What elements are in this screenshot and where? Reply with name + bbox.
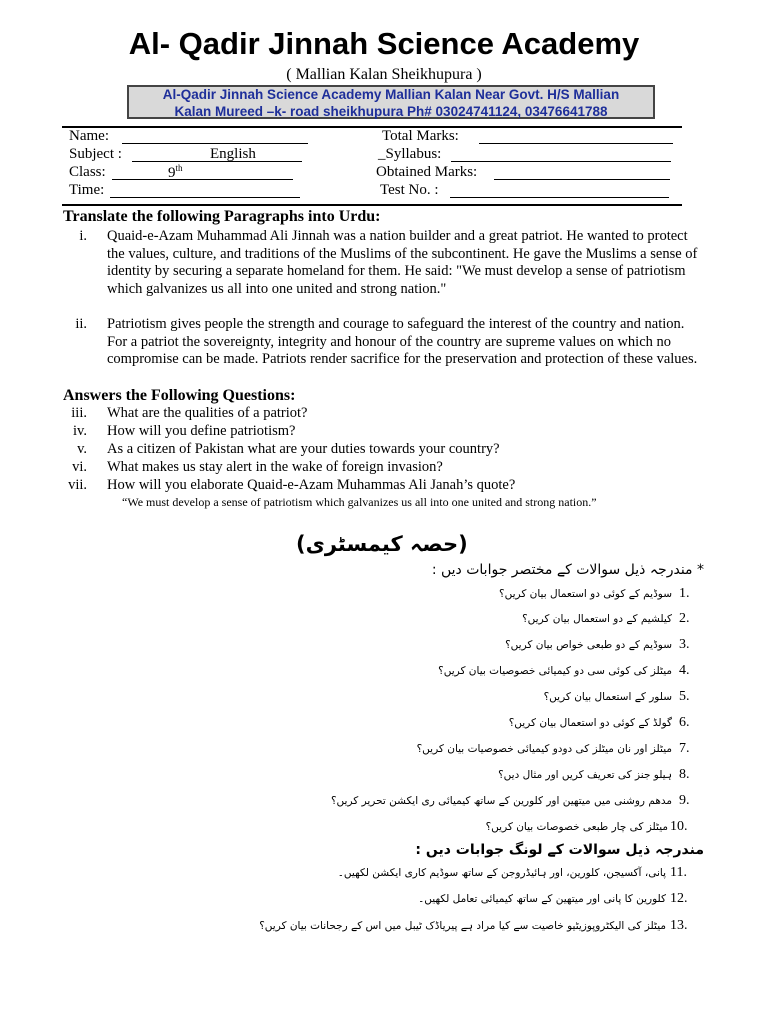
address-line-2: Kalan Mureed –k- road sheikhupura Ph# 03024741124, 03476641788 xyxy=(174,103,608,119)
urdu-question-text: پانی، آکسیجن، کلورین، اور ہائیڈروجن کے ساتھ سوڈیم کاری ایکشن لکھیں۔ xyxy=(337,867,666,879)
address-line-1: Al-Qadir Jinnah Science Academy Mallian Kalan Near Govt. H/S Mallian xyxy=(162,87,620,102)
urdu-question-text: مدھم روشنی میں میتھین اور کلورین کے ساتھ کیمیائی ری ایکشن تحریر کریں؟ xyxy=(330,795,672,807)
urdu-question-text: کلورین کا پانی اور میتھین کے ساتھ کیمیائی تعامل لکھیں۔ xyxy=(418,893,666,905)
syllabus-field xyxy=(451,147,671,162)
urdu-question-text: گولڈ کے کوئی دو استعمال بیان کریں؟ xyxy=(508,717,672,729)
question-number: 5. xyxy=(679,689,690,704)
question-number: 10. xyxy=(670,819,688,834)
question-text: What are the qualities of a patriot? xyxy=(107,405,308,421)
paragraph-number: i. xyxy=(79,228,87,244)
question-number: 3. xyxy=(679,637,690,652)
translate-heading: Translate the following Paragraphs into Urdu: xyxy=(63,208,381,225)
question-number: 4. xyxy=(679,663,690,678)
urdu-question-text: ہیلو جنز کی تعریف کریں اور مثال دیں؟ xyxy=(498,769,672,781)
urdu-question-text: کیلشیم کے دو استعمال بیان کریں؟ xyxy=(522,613,672,625)
urdu-question-text: میٹلز کی الیکٹروپوزیٹیو خاصیت سے کیا مراد ہے پیریاڈک ٹیبل میں اس کے رجحانات بیان کریں؟ xyxy=(259,920,666,932)
paragraph-text: Quaid-e-Azam Muhammad Ali Jinnah was a nation builder and a great patriot. He wanted to protect the values, culture, and traditions of the Muslims of the subcontinent. He gave the Muslims a sense of identity by securing a separate homeland for them. He said: "We must develop a sense of patriotism which galvanizes us all into one united and strong nation." xyxy=(107,228,698,297)
test-no-field xyxy=(450,183,669,198)
name-label: Name: xyxy=(69,128,109,144)
divider-top xyxy=(62,126,682,128)
obtained-marks-label: Obtained Marks: xyxy=(376,164,478,180)
question-text: How will you define patriotism? xyxy=(107,423,296,439)
urdu-question-text: میٹلز کی چار طبعی خصوصات بیان کریں؟ xyxy=(485,821,668,833)
question-number: v. xyxy=(77,441,87,457)
name-field xyxy=(122,129,308,144)
time-field xyxy=(110,183,300,198)
question-number: 8. xyxy=(679,767,690,782)
urdu-question-text: میٹلز اور نان میٹلز کی دودو کیمیائی خصوصیات بیان کریں؟ xyxy=(416,743,672,755)
urdu-question-text: میٹلز کی کوئی سی دو کیمیائی خصوصیات بیان کریں؟ xyxy=(438,665,672,677)
syllabus-label: _Syllabus: xyxy=(378,146,442,162)
jinnah-quote: “We must develop a sense of patriotism which galvanizes us all into one united and strong nation.” xyxy=(122,495,597,509)
class-field xyxy=(112,165,293,180)
class-label: Class: xyxy=(69,164,106,180)
question-number: vi. xyxy=(72,459,87,475)
total-marks-field xyxy=(479,129,673,144)
question-text: As a citizen of Pakistan what are your duties towards your country? xyxy=(107,441,500,457)
class-value-number: 9 xyxy=(168,165,176,181)
long-questions-instruction: مندرجہ ذیل سوالات کے لونگ جوابات دیں : xyxy=(415,842,704,858)
paragraph-text: Patriotism gives people the strength and courage to safeguard the interest of the country and nation. For a patriot the sovereignty, integrity and honour of the country are supreme values on which no compromise can be made. Patriots render sacrifice for the preservation and protection of these values. xyxy=(107,316,698,368)
question-number: 6. xyxy=(679,715,690,730)
question-number: 7. xyxy=(679,741,690,756)
question-number: iii. xyxy=(71,405,87,421)
class-value-suffix: th xyxy=(175,163,183,173)
question-number: 9. xyxy=(679,793,690,808)
questions-heading: Answers the Following Questions: xyxy=(63,387,296,404)
urdu-question-text: سوڈیم کے دو طبعی خواص بیان کریں؟ xyxy=(505,639,672,651)
academy-title: Al- Qadir Jinnah Science Academy xyxy=(128,26,640,61)
question-text: What makes us stay alert in the wake of foreign invasion? xyxy=(107,459,443,475)
test-no-label: Test No. : xyxy=(380,182,439,198)
question-number: 13. xyxy=(670,918,688,933)
question-text: How will you elaborate Quaid-e-Azam Muhammas Ali Janah’s quote? xyxy=(107,477,516,493)
question-number: 11. xyxy=(670,865,687,880)
time-label: Time: xyxy=(69,182,105,198)
question-number: 2. xyxy=(679,611,690,626)
chemistry-section-title: (حصہ کیمسٹری) xyxy=(296,532,468,556)
obtained-marks-field xyxy=(494,165,670,180)
short-questions-instruction: * مندرجہ ذیل سوالات کے مختصر جوابات دیں : xyxy=(431,562,704,578)
academy-location: ( Mallian Kalan Sheikhupura ) xyxy=(286,66,482,83)
urdu-question-text: سوڈیم کے کوئی دو استعمال بیان کریں؟ xyxy=(499,588,672,600)
subject-value: English xyxy=(210,146,256,162)
subject-label: Subject : xyxy=(69,146,122,162)
question-number: vii. xyxy=(68,477,87,493)
total-marks-label: Total Marks: xyxy=(382,128,459,144)
question-number: 12. xyxy=(670,891,688,906)
urdu-question-text: سلور کے استعمال بیان کریں؟ xyxy=(543,691,672,703)
question-number: 1. xyxy=(679,586,690,601)
divider-bottom xyxy=(62,204,682,206)
address-box xyxy=(127,85,655,119)
question-number: iv. xyxy=(73,423,87,439)
class-value xyxy=(168,163,183,182)
paragraph-number: ii. xyxy=(75,316,87,332)
